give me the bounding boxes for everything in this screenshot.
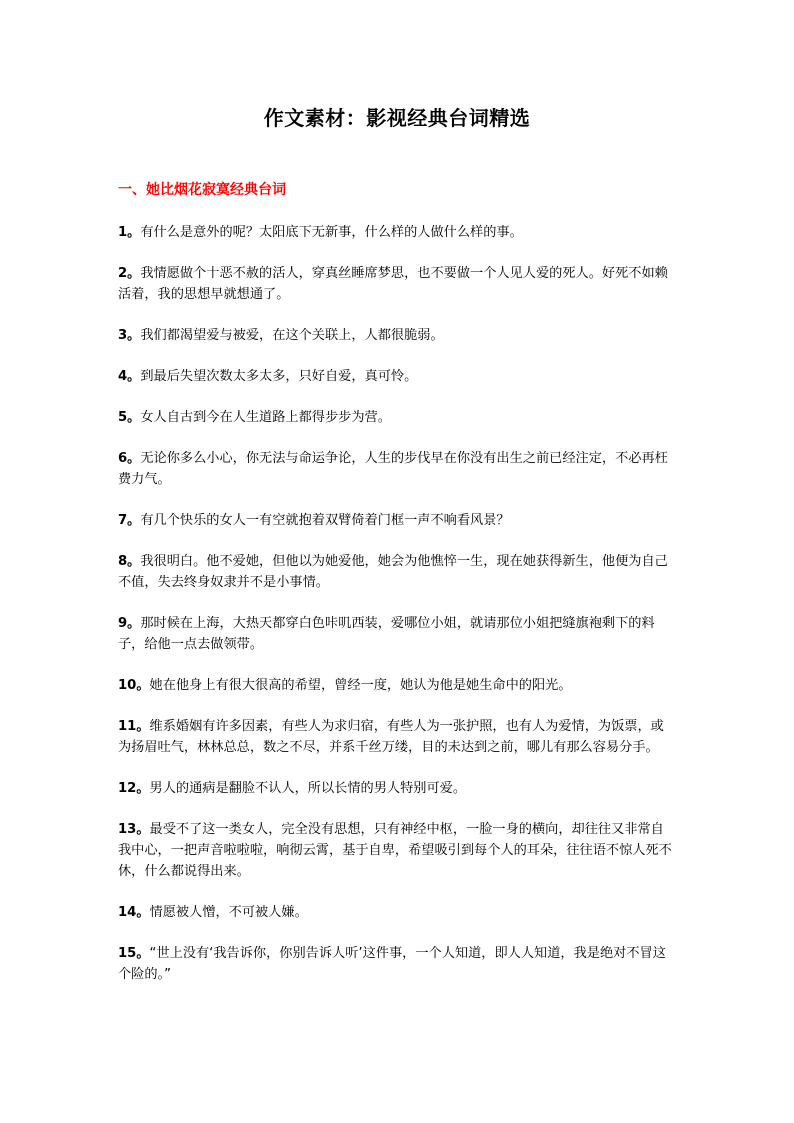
quote-item xyxy=(118,222,676,243)
quote-text: 我很明白。他不爱她，但他以为她爱他，她会为他憔悴一生，现在她获得新生，他便为自己不值，失去终身奴隶并不是小事情。 xyxy=(118,554,668,590)
quote-text: 有几个快乐的女人一有空就抱着双臂倚着门框一声不响看风景？ xyxy=(140,513,510,528)
quote-text: 情愿被人憎，不可被人嫌。 xyxy=(149,905,308,920)
quote-number: 3。 xyxy=(118,328,141,343)
quote-number: 8。 xyxy=(118,554,141,569)
quote-item xyxy=(118,510,676,531)
quote-number: 1。 xyxy=(118,225,141,240)
quote-item xyxy=(118,819,676,882)
quote-text: 到最后失望次数太多太多，只好自爱，真可怜。 xyxy=(140,369,418,384)
quote-text: 我情愿做个十恶不赦的活人，穿真丝睡席梦思，也不要做一个人见人爱的死人。好死不如赖活着，我的思想早就想通了。 xyxy=(118,266,668,302)
quote-item xyxy=(118,551,676,593)
quote-number: 14。 xyxy=(118,905,150,920)
quote-number: 12。 xyxy=(118,781,150,796)
quote-text: 她在他身上有很大很高的希望，曾经一度，她认为他是她生命中的阳光。 xyxy=(149,678,572,693)
quote-number: 10。 xyxy=(118,678,150,693)
quote-number: 9。 xyxy=(118,616,141,631)
quote-text: 那时候在上海，大热天都穿白色咔叽西装，爱哪位小姐，就请那位小姐把缝旗袍剩下的料子，给他一点去做领带。 xyxy=(118,616,655,652)
quote-number: 6。 xyxy=(118,451,141,466)
quote-text: 有什么是意外的呢？太阳底下无新事，什么样的人做什么样的事。 xyxy=(140,225,523,240)
quote-text: 男人的通病是翻脸不认人，所以长情的男人特别可爱。 xyxy=(149,781,467,796)
document-title: 作文素材：影视经典台词精选 xyxy=(263,106,531,130)
quote-number: 4。 xyxy=(118,369,141,384)
quote-item xyxy=(118,675,676,696)
quote-item xyxy=(118,407,676,428)
quote-item xyxy=(118,263,676,305)
quote-item xyxy=(118,902,676,923)
quote-text: “世上没有‘我告诉你，你别告诉人听’这件事，一个人知道，即人人知道，我是绝对不冒这个险的。” xyxy=(118,946,666,982)
quote-item xyxy=(118,448,676,490)
quote-number: 7。 xyxy=(118,513,141,528)
quote-number: 11。 xyxy=(118,719,150,734)
quote-text: 我们都渴望爱与被爱，在这个关联上，人都很脆弱。 xyxy=(140,328,444,343)
quote-text: 女人自古到今在人生道路上都得步步为营。 xyxy=(140,410,391,425)
quote-item xyxy=(118,366,676,387)
quote-number: 2。 xyxy=(118,266,141,281)
quote-text: 无论你多么小心，你无法与命运争论，人生的步伐早在你没有出生之前已经注定，不必再枉费力气。 xyxy=(118,451,668,487)
quote-item xyxy=(118,943,676,985)
quote-text: 最受不了这一类女人，完全没有思想，只有神经中枢，一脸一身的横向，却往往又非常自我中心，一把声音啦啦啦，响彻云霄，基于自卑，希望吸引到每个人的耳朵，往往语不惊人死不休，什么都说得出来。 xyxy=(118,822,672,879)
quote-list xyxy=(118,222,676,1005)
quote-text: 维系婚姻有许多因素，有些人为求归宿，有些人为一张护照，也有人为爱情，为饭票，或为扬眉吐气，林林总总，数之不尽，并系千丝万缕，目的未达到之前，哪儿有那么容易分手。 xyxy=(118,719,664,755)
section-heading: 一、她比烟花寂寞经典台词 xyxy=(118,182,286,198)
quote-item xyxy=(118,778,676,799)
quote-item xyxy=(118,325,676,346)
quote-number: 15。 xyxy=(118,946,150,961)
quote-item xyxy=(118,716,676,758)
quote-number: 5。 xyxy=(118,410,141,425)
quote-number: 13。 xyxy=(118,822,150,837)
quote-item xyxy=(118,613,676,655)
